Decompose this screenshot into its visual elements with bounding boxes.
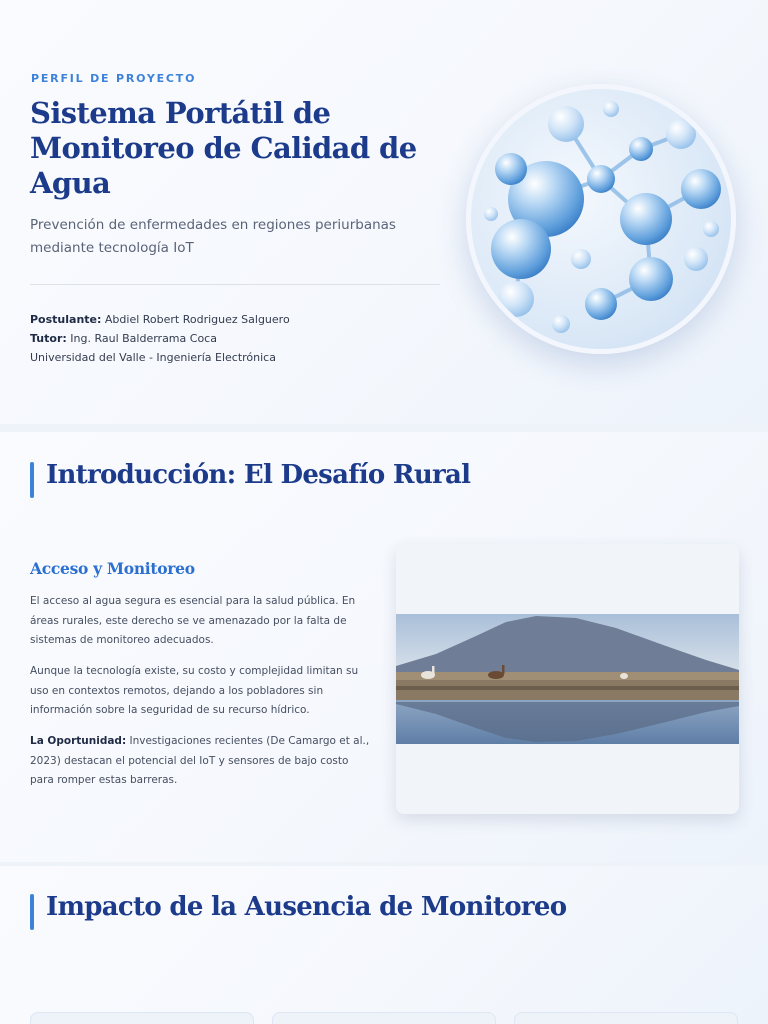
tutor-label: Tutor: [30,332,67,345]
page-title: Sistema Portátil de Monitoreo de Calidad de Agua [30,96,417,200]
impact-card [514,1012,738,1024]
heading-accent-bar [30,462,34,498]
applicant-name: Abdiel Robert Rodriguez Salguero [104,313,290,326]
intro-heading: Introducción: El Desafío Rural [46,460,471,490]
water-molecules-image [466,84,736,354]
intro-section [0,432,768,862]
hero-section [0,0,768,424]
applicant-label: Postulante: [30,313,102,326]
opportunity-label: La Oportunidad: [30,735,127,747]
water-molecules-illustration [471,89,731,349]
impact-heading: Impacto de la Ausencia de Monitoreo [46,892,567,922]
applicant-line [30,310,290,329]
opportunity-text: Investigaciones recientes (De Camargo et al., 2023) destacan el potencial del IoT y sensores de bajo costo para romper estas barreras. [30,735,370,786]
divider [30,284,440,285]
institution: Universidad del Valle - Ingeniería Electrónica [30,351,276,364]
project-meta [30,310,290,367]
tutor-line [30,329,290,348]
eyebrow-label: PERFIL DE PROYECTO [31,72,197,85]
intro-paragraph-2: Aunque la tecnología existe, su costo y complejidad limitan su uso en contextos remotos, dejando a los pobladores sin información sobre la seguridad de su recurso hídrico. [30,665,359,716]
impact-card [272,1012,496,1024]
impact-section [0,866,768,1024]
intro-paragraph-1: El acceso al agua segura es esencial para la salud pública. En áreas rurales, este derecho se ve amenazado por la falta de sistemas de monitoreo adecuados. [30,595,356,646]
intro-paragraph-3 [30,732,375,791]
heading-accent-bar [30,894,34,930]
page-subtitle: Prevención de enfermedades en regiones periurbanas mediante tecnología IoT [30,217,396,256]
altiplano-lake-image [396,544,739,814]
tutor-name: Ing. Raul Balderrama Coca [70,332,217,345]
intro-subheading: Acceso y Monitoreo [30,559,195,578]
altiplano-landscape-illustration [396,614,739,744]
impact-card [30,1012,254,1024]
